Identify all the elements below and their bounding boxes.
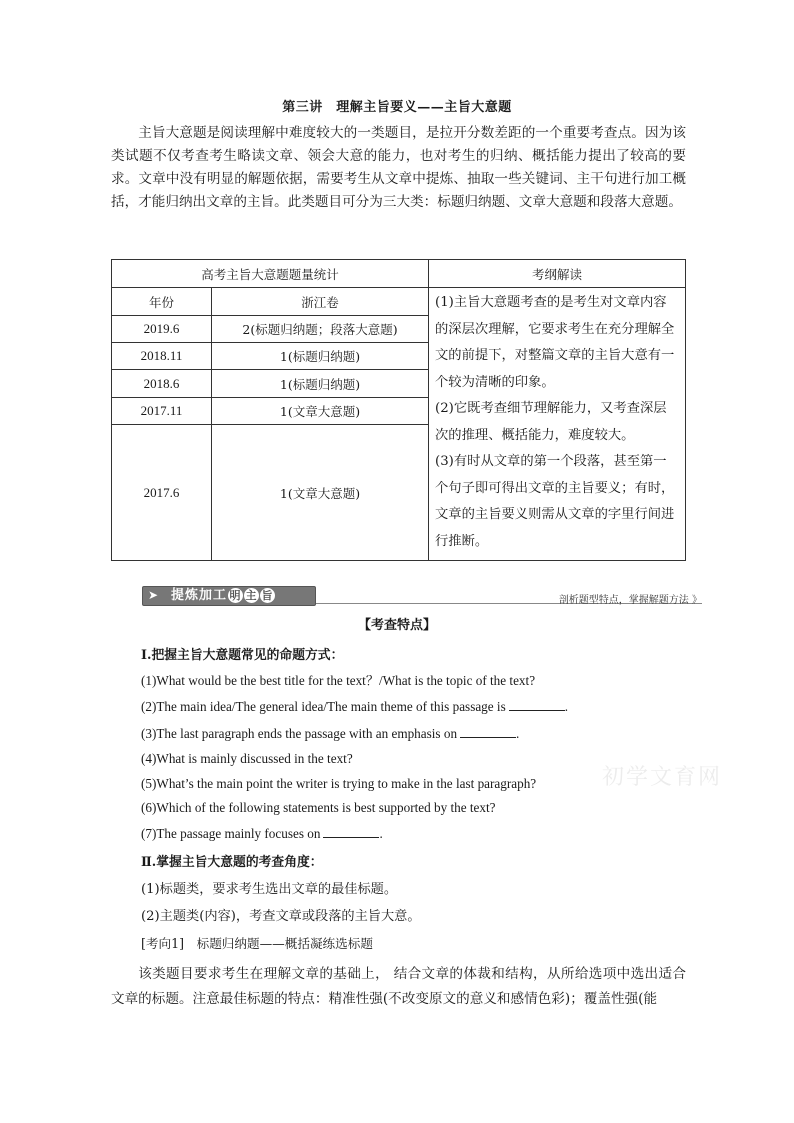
part1-heading: Ⅰ.把握主旨大意题常见的命题方式： [141, 648, 344, 663]
year-cell: 2017.11 [112, 397, 212, 424]
year-cell: 2018.11 [112, 343, 212, 370]
col-year-header: 年份 [112, 288, 212, 315]
question-item [141, 698, 568, 715]
stats-table [111, 259, 686, 561]
count-cell: 2(标题归纳题；段落大意题) [212, 315, 429, 342]
blank-period: . [379, 826, 383, 841]
kaoxiang-heading: [考向1] 标题归纳题——概括凝练选标题 [141, 936, 373, 951]
arrow-icon: ➤ [148, 588, 159, 602]
question-text: (3)The last paragraph ends the passage with an emphasis on [141, 726, 458, 741]
answer-blank [460, 725, 516, 738]
col-province-header: 浙江卷 [212, 288, 429, 315]
intro-paragraph [111, 122, 686, 214]
blank-period: . [516, 726, 520, 741]
note-3: (3)有时从文章的第一个段落，甚至第一个句子即可得出文章的主旨要义；有时，文章的主旨要义则需从文章的字里行间进行推断。 [435, 454, 675, 549]
question-text: (2)The main idea/The general idea/The main theme of this passage is [141, 699, 506, 714]
intro-text: 主旨大意题是阅读理解中难度较大的一类题目，是拉开分数差距的一个重要考查点。因为该类试题不仅考查考生略读文章、领会大意的能力，也对考生的归纳、概括能力提出了较高的要求。文章中没有明显的解题依据，需要考生从文章中提炼、抽取一些关键词、主干句进行加工概括，才能归纳出文章的主旨。此类题目可分为三大类：标题归纳题、文章大意题和段落大意题。 [111, 125, 686, 210]
banner-label-text: 提炼加工 [171, 588, 228, 603]
question-item [141, 725, 519, 742]
question-item [141, 825, 383, 842]
section-banner [142, 586, 702, 608]
banner-tag [142, 586, 316, 606]
para3-text: 该类题目要求考生在理解文章的基础上， 结合文章的体裁和结构，从所给选项中选出适合文章的标题。注意最佳标题的特点：精准性强(不改变原文的意义和感情色彩)；覆盖性强(能 [111, 966, 686, 1007]
angle-item: (1)标题类，要求考生选出文章的最佳标题。 [141, 882, 398, 897]
banner-subtitle: 剖析题型特点，掌握解题方法 》 [558, 595, 702, 606]
circled-char: 明 [229, 589, 242, 602]
question-item: (5)What’s the main point the writer is trying to make in the last paragraph? [141, 776, 537, 791]
lesson-title: 第三讲 理解主旨要义——主旨大意题 [282, 100, 512, 115]
question-text: (7)The passage mainly focuses on [141, 826, 321, 841]
banner-label [171, 587, 275, 605]
syllabus-notes [429, 288, 686, 561]
year-cell: 2019.6 [112, 315, 212, 342]
year-cell: 2017.6 [112, 425, 212, 561]
question-item: (1)What would be the best title for the text？/What is the topic of the text? [141, 673, 536, 688]
circled-char: 主 [245, 589, 258, 602]
count-cell: 1(标题归纳题) [212, 370, 429, 397]
answer-blank [509, 698, 565, 711]
part2-heading: Ⅱ.掌握主旨大意题的考查角度： [141, 855, 323, 870]
table-header-stats: 高考主旨大意题题量统计 [112, 260, 429, 288]
blank-period: . [564, 699, 569, 714]
question-item: (4)What is mainly discussed in the text? [141, 751, 353, 766]
watermark: 初学文育网 [602, 765, 723, 790]
circled-char: 旨 [261, 589, 274, 602]
angle-item: (2)主题类(内容)，考查文章或段落的主旨大意。 [141, 909, 421, 924]
table-header-syllabus: 考纲解读 [429, 260, 686, 288]
section-title: 【考查特点】 [357, 618, 436, 633]
question-item: (6)Which of the following statements is best supported by the text? [141, 800, 496, 815]
note-2: (2)它既考查细节理解能力，又考查深层次的推理、概括能力，难度较大。 [435, 401, 667, 443]
answer-blank [323, 825, 379, 838]
count-cell: 1(文章大意题) [212, 397, 429, 424]
count-cell: 1(标题归纳题) [212, 343, 429, 370]
count-cell: 1(文章大意题) [212, 425, 429, 561]
title-type-paragraph [111, 962, 686, 1012]
note-1: (1)主旨大意题考查的是考生对文章内容的深层次理解，它要求考生在充分理解全文的前提下，对整篇文章的主旨大意有一个较为清晰的印象。 [435, 295, 675, 390]
year-cell: 2018.6 [112, 370, 212, 397]
